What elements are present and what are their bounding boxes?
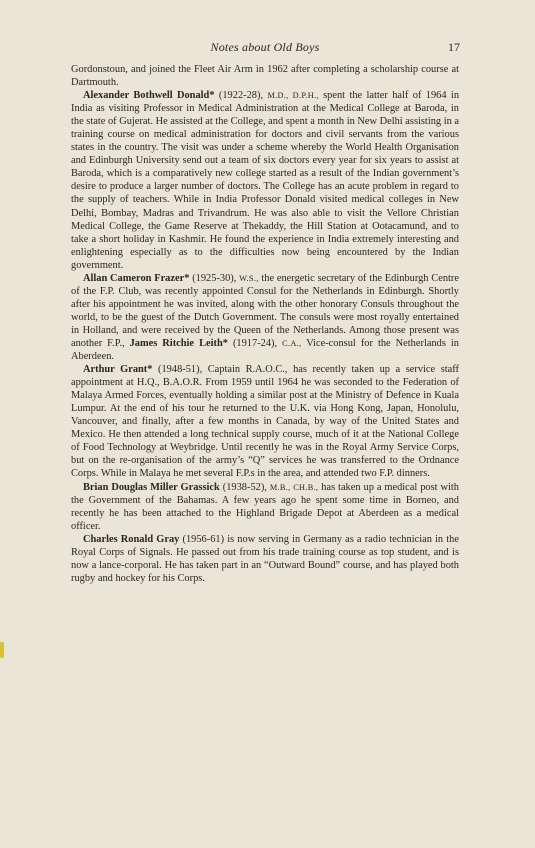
paragraph-text: Captain R.A.O.C., has recently taken up a service staff appointment at H.Q., B.A.O.R. From 1959 until 1964 he was seconded to the Federation of Malaya Armed Forces, eventually holding a similar post at the Ministry of Defence in Kuala Lumpur. At the end of his tour he returned to the U.K. via Hong Kong, Japan, Honolulu, Vancouver, and finally, after a few months in Canada, by way of the United States and Mexico. He then attended a long technical supply course, much of it at the National College of Food Technology at Weybridge. Until recently he was in the Royal Army Service Corps, but on the re-organisation of the army’s “Q” services he was transferred to the Ordnance Corps. While in Malaya he met several F.P.s in the area, and attended two F.P. dinners. (71, 364, 459, 480)
person-dates-secondary: (1917-24), (227, 337, 283, 349)
running-title: Notes about Old Boys (210, 40, 320, 54)
person-name: Alexander Bothwell Donald* (83, 90, 215, 102)
person-name-secondary: James Ritchie Leith* (129, 337, 228, 349)
paragraph-text-end: Vice-consul for the Netherlands in Aberdeen. (71, 337, 459, 363)
person-dates: (1948-51), (152, 364, 208, 376)
person-degrees-secondary: C.A., (282, 338, 302, 348)
page-body (71, 63, 459, 585)
running-head (70, 40, 460, 56)
person-name: Arthur Grant* (83, 364, 153, 376)
page-number: 17 (448, 40, 460, 54)
paragraph-text: spent the latter half of 1964 in India as visiting Professor in Medical Administration at the Medical College at Baroda, in the state of Gujerat. He assisted at the College, and spent a month in New Delhi assisting in a training course on medical administration for doctors and civil servants from the various states in the country. The visit was under a scheme whereby the World Health Organisation and Edinburgh University send out a team of six doctors every year for six years to assist at Baroda, which is a comparatively new college started as a result of the Indian government’s desire to produce a larger number of doctors. The College has an acute problem in regard to the supply of teachers. While in India Professor Donald visited medical colleges in New Delhi, Bombay, Madras and Trivandrum. He was also able to visit the Vellore Christian Medical College, the Game Reserve at Thekaddy, the Hill Station at Ootacamund, and to take a short holiday in Kashmir. He found the experience in India extremely interesting and enlightening especially as to the difficulties now being encountered by the Indian government. (71, 90, 460, 271)
person-degrees: M.D., D.P.H., (267, 91, 319, 101)
paragraph-text: Gordonstoun, and joined the Fleet Air Arm in 1962 after completing a scholarship course at Dartmouth. (71, 64, 459, 89)
paragraph-text: is now serving in Germany as a radio technician in the Royal Corps of Signals. He passed out from his trade training course as top student, and is now a lance-corporal. He has taken part in an “Outward Bound” course, and has played both rugby and hockey for his Corps. (71, 533, 459, 584)
person-dates: (1925-30), (189, 272, 240, 284)
paragraph-text: has taken up a medical post with the Government of the Bahamas. A few years ago he spent some time in Borneo, and recently he has been attached to the Highland Brigade Depot at Aberdeen as a medical officer. (71, 481, 459, 532)
person-name: Charles Ronald Gray (83, 533, 180, 545)
person-degrees: W.S., (239, 273, 259, 283)
entry-frazer (71, 272, 459, 363)
person-dates: (1938-52), (219, 481, 270, 493)
paragraph-text: the energetic secretary of the Edinburgh Centre of the F.P. Club, was recently appointed Consul for the Netherlands in Edinburgh. Shortly after his appointment he was invited, along with the other honorary Consuls throughout the world, to be the guest of the Dutch Government. The consuls were most royally entertained in Holland, and were received by the Queen of the Netherlands. Among those present was another F.P., (71, 272, 459, 349)
entry-grassick (71, 481, 459, 533)
person-degrees: M.B., CH.B., (269, 482, 319, 492)
paragraph-continuation (71, 63, 459, 89)
person-dates: (1956-61) (179, 533, 228, 545)
entry-donald (71, 89, 459, 272)
margin-color-mark (0, 642, 4, 658)
person-name: Allan Cameron Frazer* (83, 272, 190, 284)
entry-grant (71, 363, 459, 480)
entry-gray (71, 533, 459, 585)
person-dates: (1922-28), (214, 90, 268, 102)
person-name: Brian Douglas Miller Grassick (83, 481, 220, 493)
